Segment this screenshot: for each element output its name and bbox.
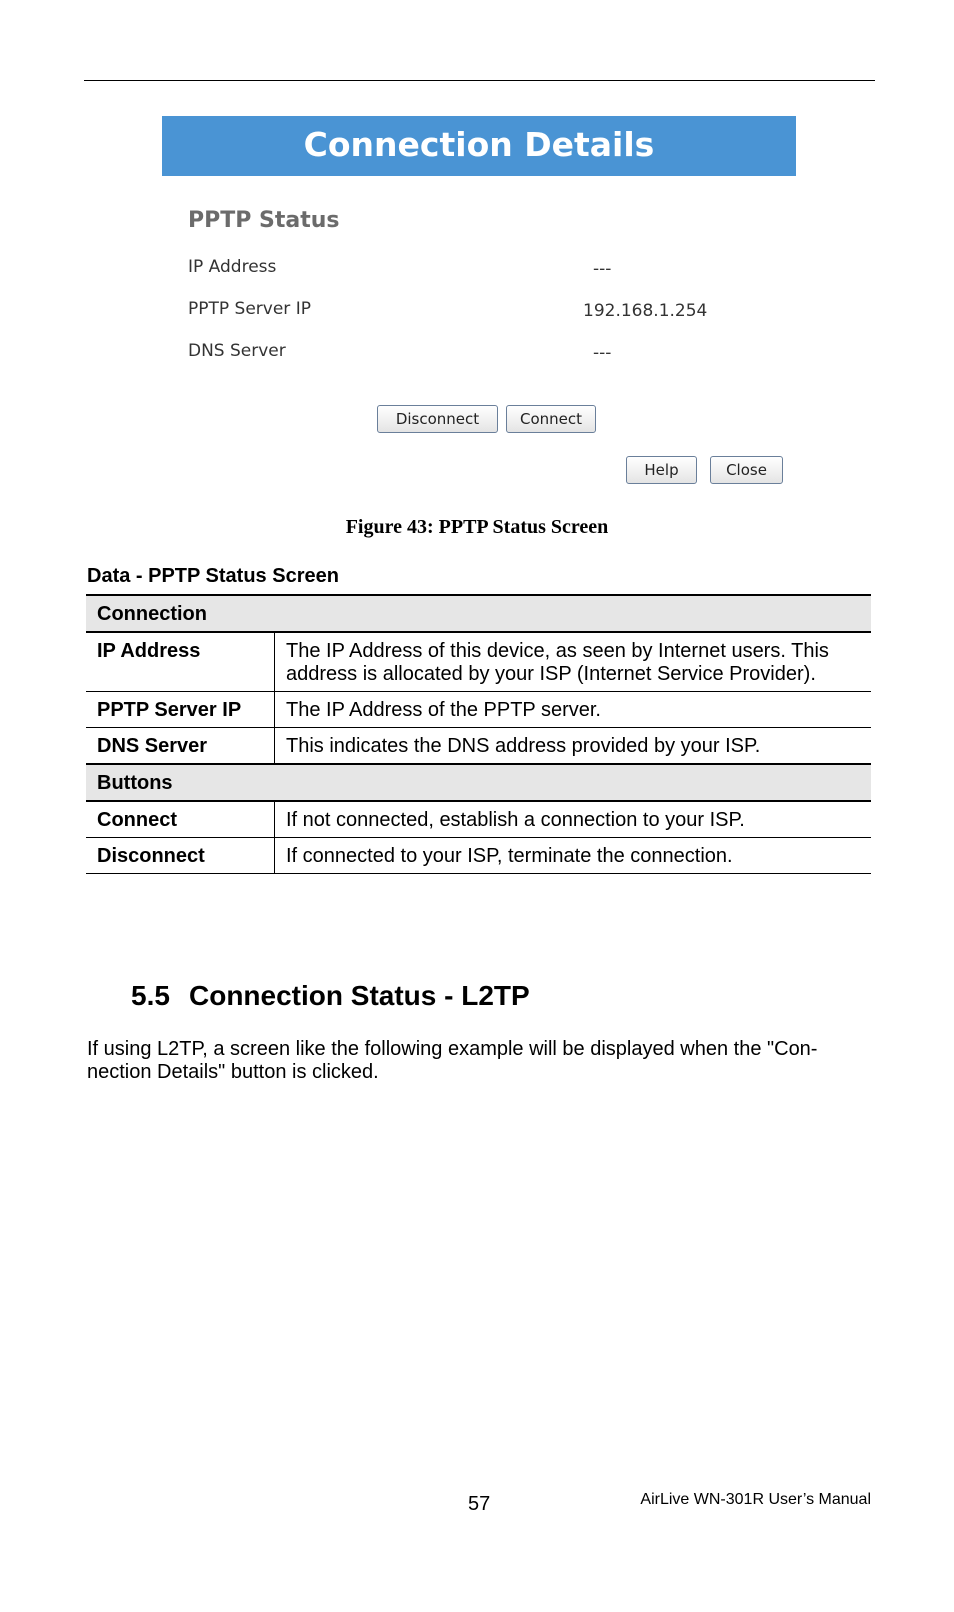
row-description: If connected to your ISP, terminate the connection. xyxy=(275,838,872,874)
row-term: Connect xyxy=(86,801,275,838)
table-row xyxy=(86,838,871,874)
section-number: 5.5 xyxy=(131,980,170,1011)
pptp-status-heading: PPTP Status xyxy=(188,208,340,233)
row-term: IP Address xyxy=(86,632,275,692)
ip-address-value: --- xyxy=(593,259,612,279)
row-description: The IP Address of the PPTP server. xyxy=(275,692,872,728)
pptp-status-data-table xyxy=(86,594,871,874)
row-description: If not connected, establish a connection to your ISP. xyxy=(275,801,872,838)
figure-caption: Figure 43: PPTP Status Screen xyxy=(345,516,609,538)
pptp-server-ip-label: PPTP Server IP xyxy=(188,299,311,319)
manual-title: AirLive WN-301R User’s Manual xyxy=(640,1491,871,1508)
dns-server-label: DNS Server xyxy=(188,341,286,361)
screenshot-title: Connection Details xyxy=(162,116,796,176)
row-term: DNS Server xyxy=(86,728,275,765)
ip-address-label: IP Address xyxy=(188,257,277,277)
table-row xyxy=(86,728,871,765)
section-body: If using L2TP, a screen like the following example will be displayed when the "Con-nection Details" button is clicked. xyxy=(87,1038,818,1083)
connection-details-screenshot xyxy=(162,116,796,504)
row-description: This indicates the DNS address provided by your ISP. xyxy=(275,728,872,765)
row-description: The IP Address of this device, as seen by Internet users. This address is allocated by your ISP (Internet Service Provider). xyxy=(275,632,872,692)
disconnect-button[interactable]: Disconnect xyxy=(377,405,498,433)
header-rule xyxy=(84,80,875,81)
row-term: PPTP Server IP xyxy=(86,692,275,728)
table-row xyxy=(86,801,871,838)
row-term: Disconnect xyxy=(86,838,275,874)
table-row xyxy=(86,632,871,692)
section-heading xyxy=(131,980,530,1012)
table-section-connection xyxy=(86,595,871,632)
table-section-buttons xyxy=(86,764,871,801)
section-label: Buttons xyxy=(86,764,871,801)
table-heading: Data - PPTP Status Screen xyxy=(87,565,339,587)
close-button[interactable]: Close xyxy=(710,456,783,484)
help-button[interactable]: Help xyxy=(626,456,697,484)
connect-button[interactable]: Connect xyxy=(506,405,596,433)
page-number: 57 xyxy=(468,1493,491,1515)
pptp-server-ip-value: 192.168.1.254 xyxy=(583,301,708,321)
dns-server-value: --- xyxy=(593,343,612,363)
section-title: Connection Status - L2TP xyxy=(189,980,530,1011)
table-row xyxy=(86,692,871,728)
section-label: Connection xyxy=(86,595,871,632)
